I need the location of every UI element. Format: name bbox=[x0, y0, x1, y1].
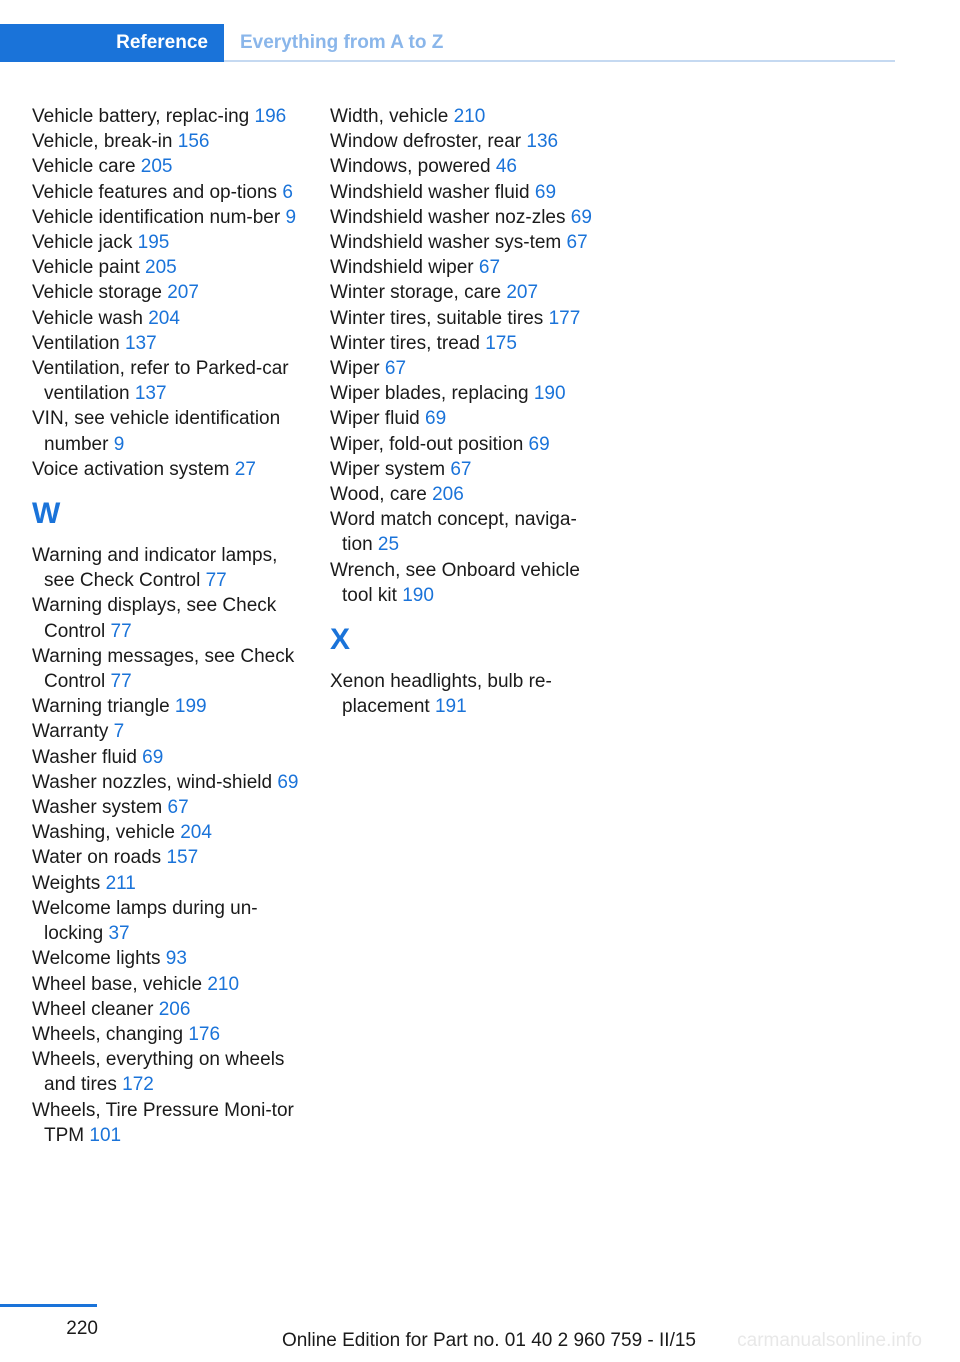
entry-list-v bbox=[32, 104, 300, 482]
page-ref-link[interactable]: 191 bbox=[434, 696, 467, 718]
entry-list-x bbox=[330, 669, 600, 719]
entry-term: Winter tires, suitable tires bbox=[330, 307, 544, 329]
entry-term: Warranty bbox=[32, 721, 109, 743]
entry-term: Wiper blades, replacing bbox=[330, 383, 529, 405]
page-ref-link[interactable]: 210 bbox=[453, 106, 486, 127]
entry-term: Windshield washer noz-zles bbox=[330, 206, 566, 228]
index-entry bbox=[330, 381, 600, 406]
entry-term: Ventilation, refer to Parked-car ventilation bbox=[32, 358, 289, 405]
entry-term: Wiper system bbox=[330, 458, 446, 480]
entry-term: Voice activation system bbox=[32, 458, 230, 480]
edition-note: Online Edition for Part no. 01 40 2 960 759 - II/15 bbox=[281, 1330, 696, 1351]
index-entry bbox=[32, 694, 300, 719]
page-ref-link[interactable]: 204 bbox=[148, 307, 180, 329]
header-divider bbox=[224, 60, 895, 62]
page-ref-link[interactable]: 69 bbox=[534, 181, 557, 203]
page-ref-link[interactable]: 69 bbox=[142, 746, 164, 768]
page-ref-link[interactable]: 207 bbox=[167, 282, 199, 304]
index-entry bbox=[32, 795, 300, 820]
page-ref-link[interactable]: 9 bbox=[285, 206, 297, 228]
index-entry bbox=[32, 1047, 300, 1097]
index-entry bbox=[32, 770, 300, 795]
entry-term: Vehicle paint bbox=[32, 257, 140, 279]
page-ref-link[interactable]: 69 bbox=[528, 433, 550, 455]
page-ref-link[interactable]: 67 bbox=[450, 458, 472, 480]
page-ref-link[interactable]: 136 bbox=[526, 131, 559, 153]
index-entry bbox=[32, 946, 300, 971]
index-column-left bbox=[32, 104, 300, 1148]
entry-term: Vehicle identification num-ber bbox=[32, 206, 281, 228]
entry-term: Wiper, fold-out position bbox=[330, 433, 524, 455]
entry-term: Wiper fluid bbox=[330, 408, 420, 430]
page-ref-link[interactable]: 211 bbox=[105, 872, 136, 894]
page-ref-link[interactable]: 77 bbox=[110, 671, 132, 693]
footer-rule bbox=[0, 1304, 97, 1307]
index-entry bbox=[32, 593, 300, 643]
entry-term: Windshield wiper bbox=[330, 257, 474, 279]
entry-term: Winter storage, care bbox=[330, 282, 502, 304]
index-entry bbox=[32, 255, 300, 280]
page-ref-link[interactable]: 6 bbox=[282, 181, 293, 203]
index-entry bbox=[32, 280, 300, 305]
index-entry bbox=[32, 180, 300, 205]
index-entry bbox=[32, 331, 300, 356]
entry-term: Wheels, Tire Pressure Moni-tor TPM bbox=[32, 1099, 294, 1146]
page-ref-link[interactable]: 27 bbox=[234, 458, 256, 480]
entry-term: Vehicle battery, replac-ing bbox=[32, 106, 250, 127]
index-entry bbox=[330, 669, 600, 719]
index-entry bbox=[32, 129, 300, 154]
index-entry bbox=[330, 457, 600, 482]
index-entry bbox=[32, 644, 300, 694]
page-ref-link[interactable]: 69 bbox=[425, 408, 447, 430]
index-entry bbox=[32, 820, 300, 845]
entry-term: Vehicle jack bbox=[32, 232, 133, 254]
index-entry bbox=[32, 972, 300, 997]
page-ref-link[interactable]: 101 bbox=[89, 1124, 122, 1146]
entry-list-w bbox=[32, 543, 300, 1148]
index-entry bbox=[32, 306, 300, 331]
entry-term: Warning triangle bbox=[32, 696, 170, 718]
page-ref-link[interactable]: 176 bbox=[188, 1023, 221, 1045]
entry-term: Vehicle care bbox=[32, 156, 136, 178]
entry-term: Winter tires, tread bbox=[330, 332, 480, 354]
entry-term: Warning and indicator lamps, see Check Control bbox=[32, 545, 278, 592]
index-entry bbox=[32, 845, 300, 870]
page-ref-link[interactable]: 172 bbox=[122, 1074, 154, 1096]
page-ref-link[interactable]: 67 bbox=[384, 358, 407, 380]
index-entry bbox=[32, 1098, 300, 1148]
page-ref-link[interactable]: 67 bbox=[167, 797, 189, 819]
index-entry bbox=[330, 482, 600, 507]
page-ref-link[interactable]: 175 bbox=[485, 332, 517, 354]
entry-term: Vehicle wash bbox=[32, 307, 143, 329]
entry-term: Water on roads bbox=[32, 847, 162, 869]
entry-term: VIN, see vehicle identification number bbox=[32, 408, 281, 455]
entry-term: Word match concept, naviga-tion bbox=[330, 509, 577, 556]
page-ref-link[interactable]: 77 bbox=[110, 620, 132, 642]
section-letter-x: X bbox=[330, 623, 351, 657]
index-entry bbox=[330, 306, 600, 331]
page-ref-link[interactable]: 206 bbox=[432, 484, 464, 506]
entry-term: Wheel base, vehicle bbox=[32, 973, 203, 995]
page-ref-link[interactable]: 67 bbox=[566, 232, 588, 254]
section-tab: Reference bbox=[0, 24, 224, 62]
entry-term: Washer system bbox=[32, 797, 163, 819]
page-ref-link[interactable]: 137 bbox=[124, 332, 157, 354]
entry-term: Washer nozzles, wind-shield bbox=[32, 771, 273, 793]
entry-term: Wheels, changing bbox=[32, 1023, 184, 1045]
entry-list-w-cont bbox=[330, 104, 600, 608]
entry-term: Weights bbox=[32, 872, 101, 894]
page-ref-link[interactable]: 77 bbox=[205, 570, 227, 592]
entry-term: Washer fluid bbox=[32, 746, 137, 768]
index-entry bbox=[330, 129, 600, 154]
entry-term: Window defroster, rear bbox=[330, 131, 522, 153]
index-entry bbox=[32, 457, 300, 482]
entry-term: Windshield washer sys-tem bbox=[330, 232, 562, 254]
page-number: 220 bbox=[66, 1318, 98, 1339]
page-ref-link[interactable]: 46 bbox=[495, 156, 517, 178]
section-letter-w: W bbox=[32, 497, 61, 531]
index-entry bbox=[330, 180, 600, 205]
page-ref-link[interactable]: 69 bbox=[570, 206, 592, 228]
page-ref-link[interactable]: 25 bbox=[377, 534, 400, 556]
index-entry bbox=[32, 896, 300, 946]
index-entry bbox=[32, 154, 300, 179]
page-ref-link[interactable]: 190 bbox=[533, 383, 566, 405]
page-ref-link[interactable]: 195 bbox=[137, 232, 170, 254]
section-title: Everything from A to Z bbox=[240, 32, 444, 53]
entry-term: Washing, vehicle bbox=[32, 822, 175, 844]
index-entry bbox=[32, 356, 300, 406]
page-ref-link[interactable]: 210 bbox=[207, 973, 240, 995]
page-ref-link[interactable]: 69 bbox=[277, 771, 299, 793]
entry-term: Ventilation bbox=[32, 332, 120, 354]
page-ref-link[interactable]: 7 bbox=[113, 721, 125, 743]
entry-term: Wiper bbox=[330, 358, 380, 380]
entry-term: Windshield washer fluid bbox=[330, 181, 530, 203]
page-ref-link[interactable]: 37 bbox=[108, 923, 130, 945]
index-entry bbox=[32, 745, 300, 770]
index-entry bbox=[330, 558, 600, 608]
page-ref-link[interactable]: 156 bbox=[177, 131, 210, 153]
index-entry bbox=[330, 331, 600, 356]
index-entry bbox=[32, 104, 300, 129]
index-entry bbox=[32, 997, 300, 1022]
entry-term: Vehicle, break-in bbox=[32, 131, 173, 153]
page-ref-link[interactable]: 177 bbox=[548, 307, 581, 329]
entry-term: Welcome lights bbox=[32, 948, 161, 970]
index-entry bbox=[32, 406, 300, 456]
page-ref-link[interactable]: 67 bbox=[478, 257, 501, 279]
entry-term: Warning displays, see Check Control bbox=[32, 595, 277, 642]
index-column-right bbox=[330, 104, 600, 719]
index-entry bbox=[32, 543, 300, 593]
page-ref-link[interactable]: 93 bbox=[165, 948, 187, 970]
page-ref-link[interactable]: 196 bbox=[254, 106, 287, 127]
page-ref-link[interactable]: 204 bbox=[180, 822, 212, 844]
index-entry bbox=[32, 871, 300, 896]
index-entry bbox=[330, 406, 600, 431]
index-entry bbox=[330, 432, 600, 457]
entry-term: Windows, powered bbox=[330, 156, 491, 178]
entry-term: Vehicle storage bbox=[32, 282, 162, 304]
index-entry bbox=[330, 255, 600, 280]
entry-term: Wheels, everything on wheels and tires bbox=[32, 1049, 285, 1096]
entry-term: Wrench, see Onboard vehicle tool kit bbox=[330, 559, 580, 606]
index-entry bbox=[330, 205, 600, 230]
page-header bbox=[0, 24, 895, 62]
entry-term: Warning messages, see Check Control bbox=[32, 645, 295, 693]
page-ref-link[interactable]: 207 bbox=[506, 282, 539, 304]
entry-term: Vehicle features and op-tions bbox=[32, 181, 278, 203]
entry-term: Wood, care bbox=[330, 484, 427, 506]
index-entry bbox=[32, 205, 300, 230]
page-ref-link[interactable]: 199 bbox=[174, 696, 207, 718]
entry-term: Welcome lamps during un-locking bbox=[32, 897, 258, 945]
index-entry bbox=[330, 280, 600, 305]
page-ref-link[interactable]: 137 bbox=[134, 383, 167, 405]
page-ref-link[interactable]: 205 bbox=[140, 156, 173, 178]
page-ref-link[interactable]: 190 bbox=[402, 584, 434, 606]
page-ref-link[interactable]: 205 bbox=[145, 257, 177, 279]
index-entry bbox=[32, 1022, 300, 1047]
index-entry bbox=[330, 104, 600, 129]
index-entry bbox=[32, 719, 300, 744]
index-entry bbox=[330, 356, 600, 381]
page-ref-link[interactable]: 206 bbox=[158, 998, 191, 1020]
entry-term: Xenon headlights, bulb re-placement bbox=[330, 671, 552, 718]
index-entry bbox=[330, 230, 600, 255]
entry-term: Wheel cleaner bbox=[32, 998, 154, 1020]
index-entry bbox=[330, 154, 600, 179]
page-ref-link[interactable]: 9 bbox=[113, 433, 125, 455]
entry-term: Width, vehicle bbox=[330, 106, 449, 127]
watermark: carmanualsonline.info bbox=[737, 1330, 922, 1351]
index-entry bbox=[330, 507, 600, 557]
index-entry bbox=[32, 230, 300, 255]
page-ref-link[interactable]: 157 bbox=[166, 847, 199, 869]
